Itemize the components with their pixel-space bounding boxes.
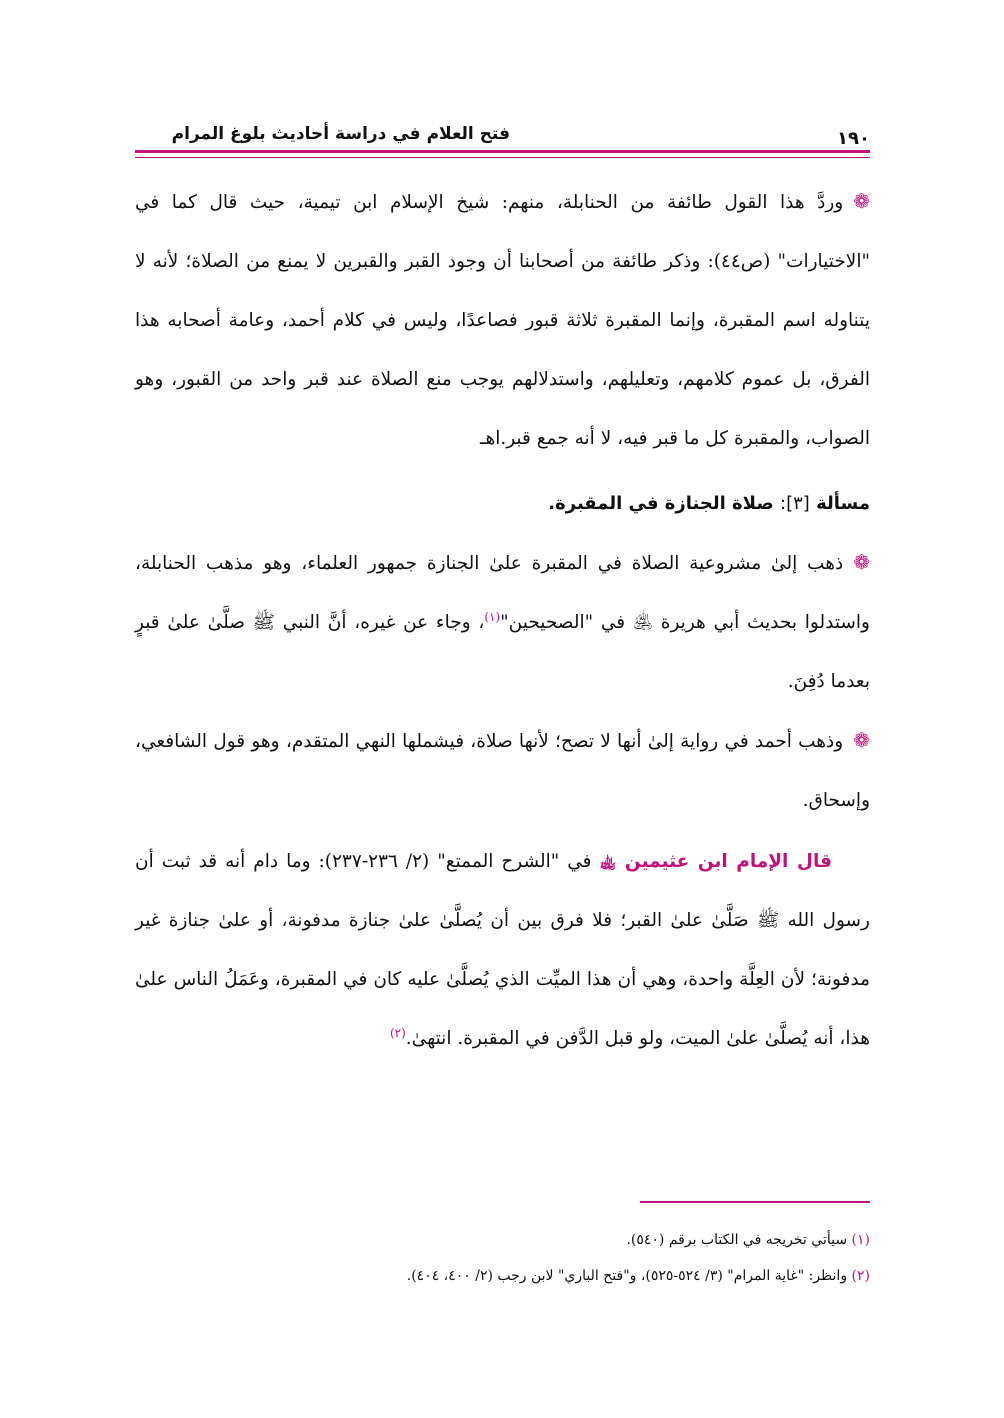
header-rule-thick — [135, 150, 870, 153]
issue-title: صلاة الجنازة في المقبرة. — [548, 493, 774, 514]
book-title: فتح العلام في دراسة أحاديث بلوغ المرام — [171, 124, 510, 144]
main-text — [135, 172, 870, 1068]
footnote-text: سيأتي تخريجه في الكتاب برقم (٥٤٠). — [626, 1232, 848, 1248]
header-rule-thin — [135, 157, 870, 158]
footnote-ref-2[interactable]: (٢) — [389, 1025, 406, 1040]
paragraph-ibn-uthaymeen — [135, 832, 870, 1068]
paragraph-text: وردَّ هذا القول طائفة من الحنابلة، منهم: شيخ الإسلام ابن تيمية، حيث قال كما في "الاختيارات" (ص٤٤): وذكر طائفة من أصحابنا أن وجود القبر والقبرين لا يمنع من الصلاة؛ لأنه لا يتناوله اسم المقبرة، وإنما المقبرة ثلاثة قبور فصاعدًا، وليس في كلام أحمد، وعامة أصحابه هذا الفرق، بل عموم كلامهم، وتعليلهم، واستدلالهم يوجب منع الصلاة عند قبر واحد من القبور، وهو الصواب، والمقبرة كل ما قبر فيه، لا أنه جمع قبر.اهـ — [135, 192, 870, 449]
footnote-number: (١) — [851, 1232, 870, 1248]
issue-number: [٣]: — [780, 493, 810, 514]
paragraph-text: وذهب أحمد في رواية إلىٰ أنها لا تصح؛ لأنها صلاة، فيشملها النهي المتقدم، وهو قول الشافعي، وإسحاق. — [135, 731, 870, 811]
paragraph-text: في "الشرح الممتع" (٢/ ٢٣٦-٢٣٧): وما دام أنه قد ثبت أن رسول الله ﷺ صَلَّىٰ علىٰ القبر؛ فلا فرق بين أن يُصلَّىٰ علىٰ جنازة مدفونة، أو علىٰ جنازة غير مدفونة؛ لأن العِلَّة واحدة، وهي أن هذا الميِّت الذي يُصلَّىٰ عليه كان في المقبرة، وعَمَلُ الناس علىٰ هذا، أنه يُصلَّىٰ علىٰ الميت، ولو قبل الدَّفن في المقبرة. انتهىٰ. — [135, 851, 870, 1049]
paragraph-text: ذهب إلىٰ مشروعية الصلاة في المقبرة علىٰ الجنازة جمهور العلماء، وهو مذهب الحنابلة، واستدلوا بحديث أبي هريرة ﵁ في "الصحيحين" — [135, 553, 870, 633]
footnotes — [135, 1222, 870, 1294]
paragraph-ahmad-view — [135, 711, 870, 830]
footnote-1 — [135, 1222, 870, 1258]
footnote-separator — [640, 1201, 870, 1203]
flower-ornament-icon: ❁ — [853, 550, 870, 574]
flower-ornament-icon: ❁ — [853, 728, 870, 752]
paragraph-text: ، وجاء عن غيره، أنَّ النبي ﷺ صلَّىٰ علىٰ قبرٍ بعدما دُفِنَ. — [135, 612, 870, 692]
issue-label: مسألة — [816, 493, 870, 514]
footnote-text: وانظر: "غاية المرام" (٣/ ٥٢٤-٥٢٥)، و"فتح الباري" لابن رجب (٢/ ٤٠٠، ٤٠٤). — [406, 1268, 848, 1284]
paragraph-ibn-taymiyyah — [135, 172, 870, 468]
footnote-ref-1[interactable]: (١) — [484, 609, 501, 624]
flower-ornament-icon: ❁ — [853, 189, 870, 213]
paragraph-majority-view — [135, 533, 870, 711]
page-number: ١٩٠ — [837, 128, 870, 149]
footnote-number: (٢) — [851, 1268, 870, 1284]
footnote-2 — [135, 1258, 870, 1294]
issue-heading — [135, 474, 870, 533]
scholar-name: قال الإمام ابن عثيمين ﵀ — [599, 851, 833, 872]
